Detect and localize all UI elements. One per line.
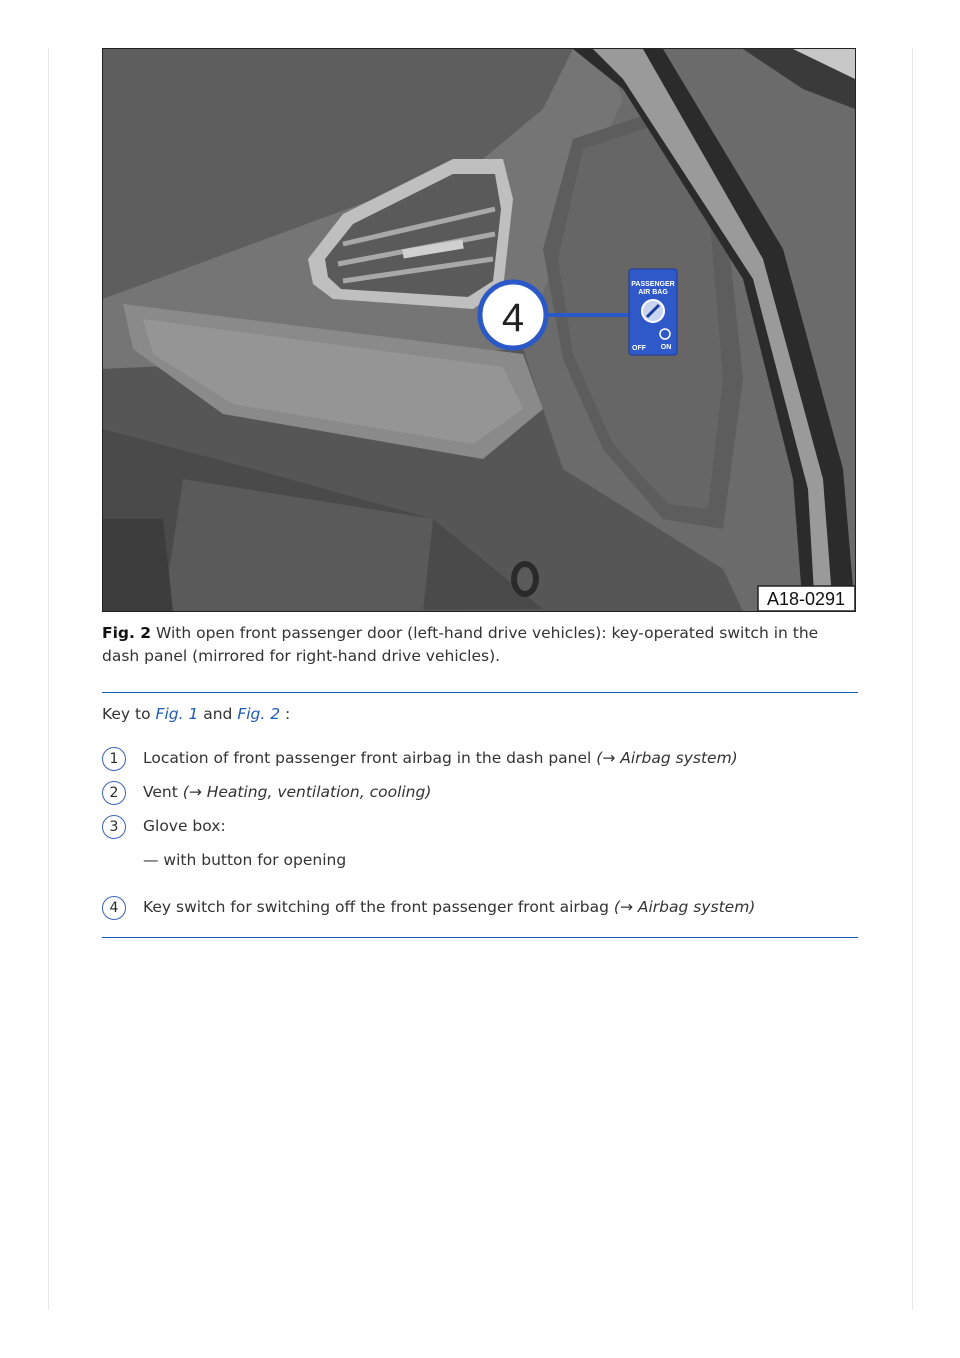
item-reference[interactable]: (→ Airbag system) <box>613 898 756 916</box>
figure-label: Fig. 2 <box>102 624 152 642</box>
item-description: Vent <box>143 783 183 801</box>
fig2-link[interactable]: Fig. 2 <box>237 705 281 723</box>
key-prefix: Key to <box>102 705 156 723</box>
item-text <box>143 898 755 916</box>
item-reference[interactable]: (→ Heating, ventilation, cooling) <box>182 783 432 801</box>
glovebox-subitem: — with button for opening <box>143 851 347 869</box>
divider-top <box>102 692 858 693</box>
dash-panel-illustration <box>103 49 855 611</box>
divider-bottom <box>102 937 858 938</box>
item-number-badge: 1 <box>102 747 126 771</box>
callout-number: 4 <box>501 296 525 340</box>
figure-caption <box>102 622 842 668</box>
image-code: A18-0291 <box>766 589 846 609</box>
figure-dash-panel <box>102 48 856 612</box>
page-margin-right <box>912 48 913 1310</box>
key-suffix: : <box>280 705 291 723</box>
switch-label-on: ON <box>660 344 672 351</box>
item-number-badge: 2 <box>102 781 126 805</box>
item-number-badge: 3 <box>102 815 126 839</box>
item-number-badge: 4 <box>102 896 126 920</box>
page-margin-left <box>48 48 49 1310</box>
item-text <box>143 783 431 801</box>
item-reference[interactable]: (→ Airbag system) <box>596 749 738 767</box>
caption-text: With open front passenger door (left-hand drive vehicles): key-operated switch in the dash panel (mirrored for right-hand drive vehicles). <box>102 624 819 665</box>
key-and: and <box>198 705 238 723</box>
item-description: Location of front passenger front airbag in the dash panel <box>143 749 597 767</box>
item-description: Key switch for switching off the front passenger front airbag <box>143 898 614 916</box>
item-text <box>143 749 738 767</box>
switch-label-airbag: AIR BAG <box>638 289 668 296</box>
fig1-link[interactable]: Fig. 1 <box>155 705 199 723</box>
item-description: Glove box: <box>143 817 226 835</box>
switch-label-off: OFF <box>632 345 646 352</box>
item-text <box>143 817 226 835</box>
key-heading <box>102 705 290 723</box>
switch-label-passenger: PASSENGER <box>631 281 675 288</box>
